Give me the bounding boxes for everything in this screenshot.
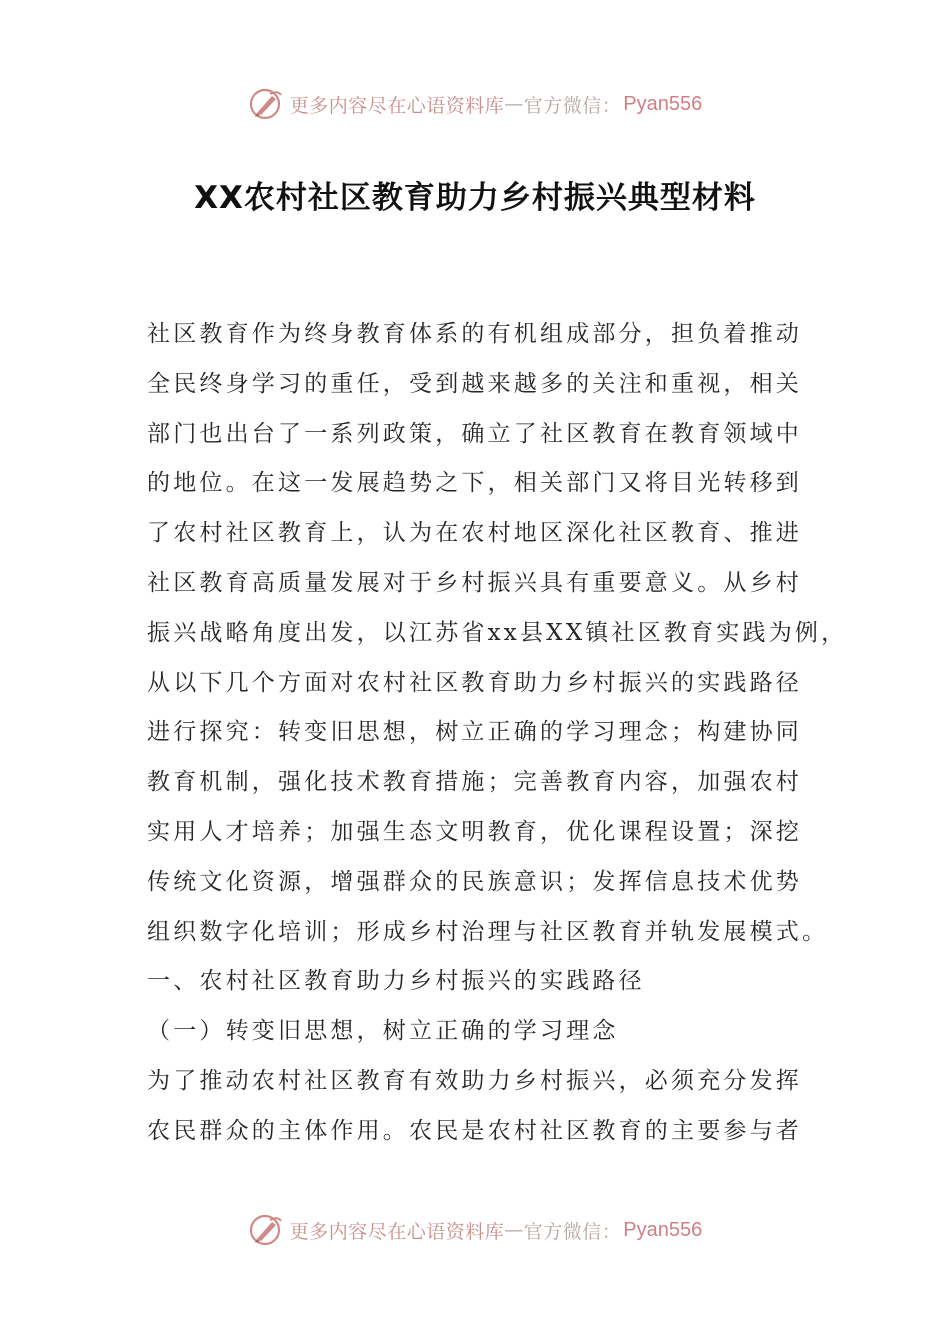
pen-logo-icon [248,1212,284,1248]
body-line: 组织数字化培训；形成乡村治理与社区教育并轨发展模式。 [147,918,829,945]
body-line: 社区教育作为终身教育体系的有机组成部分，担负着推动 [147,321,802,347]
body-line: 农民群众的主体作用。农民是农村社区教育的主要参与者 [147,1117,802,1144]
section-heading: 一、农村社区教育助力乡村振兴的实践路径 [147,968,645,995]
body-line: 的地位。在这一发展趋势之下，相关部门又将目光转移到 [147,470,802,497]
body-line: 全民终身学习的重任，受到越来越多的关注和重视，相关 [147,370,802,397]
body-line: 振兴战略角度出发，以江苏省xx县XX镇社区教育实践为例， [147,619,848,646]
document-title: XX农村社区教育助力乡村振兴典型材料 [194,180,756,216]
body-line: 为了推动农村社区教育有效助力乡村振兴，必须充分发挥 [147,1067,802,1094]
watermark-wechat-id: Pyan556 [623,1218,703,1241]
body-line: 教育机制，强化技术教育措施；完善教育内容，加强农村 [147,769,802,796]
body-line: 从以下几个方面对农村社区教育助力乡村振兴的实践路径 [147,669,802,696]
watermark-wechat-label: 官方微信： [523,1220,622,1243]
watermark-wechat-label: 官方微信： [523,94,622,117]
watermark-wechat-id: Pyan556 [623,92,703,115]
watermark-text: 更多内容尽在心语资料库 [289,1220,505,1243]
watermark-dash: — [504,1219,524,1241]
body-line: 实用人才培养；加强生态文明教育，优化课程设置；深挖 [147,818,802,845]
body-line: 部门也出台了一系列政策，确立了社区教育在教育领域中 [147,420,802,447]
body-line: 进行探究：转变旧思想，树立正确的学习理念；构建协同 [147,719,802,746]
watermark-banner-top [0,82,950,126]
document-body [147,310,848,1157]
body-line: 了农村社区教育上，认为在农村地区深化社区教育、推进 [147,520,802,547]
watermark-dash: — [504,93,524,115]
pen-logo-icon [248,86,284,122]
body-line: 传统文化资源，增强群众的民族意识；发挥信息技术优势 [147,868,802,895]
watermark-banner-bottom [0,1208,950,1252]
body-line: 社区教育高质量发展对于乡村振兴具有重要意义。从乡村 [147,569,802,596]
subsection-heading: （一）转变旧思想，树立正确的学习理念 [147,1018,619,1045]
watermark-text: 更多内容尽在心语资料库 [289,94,505,117]
